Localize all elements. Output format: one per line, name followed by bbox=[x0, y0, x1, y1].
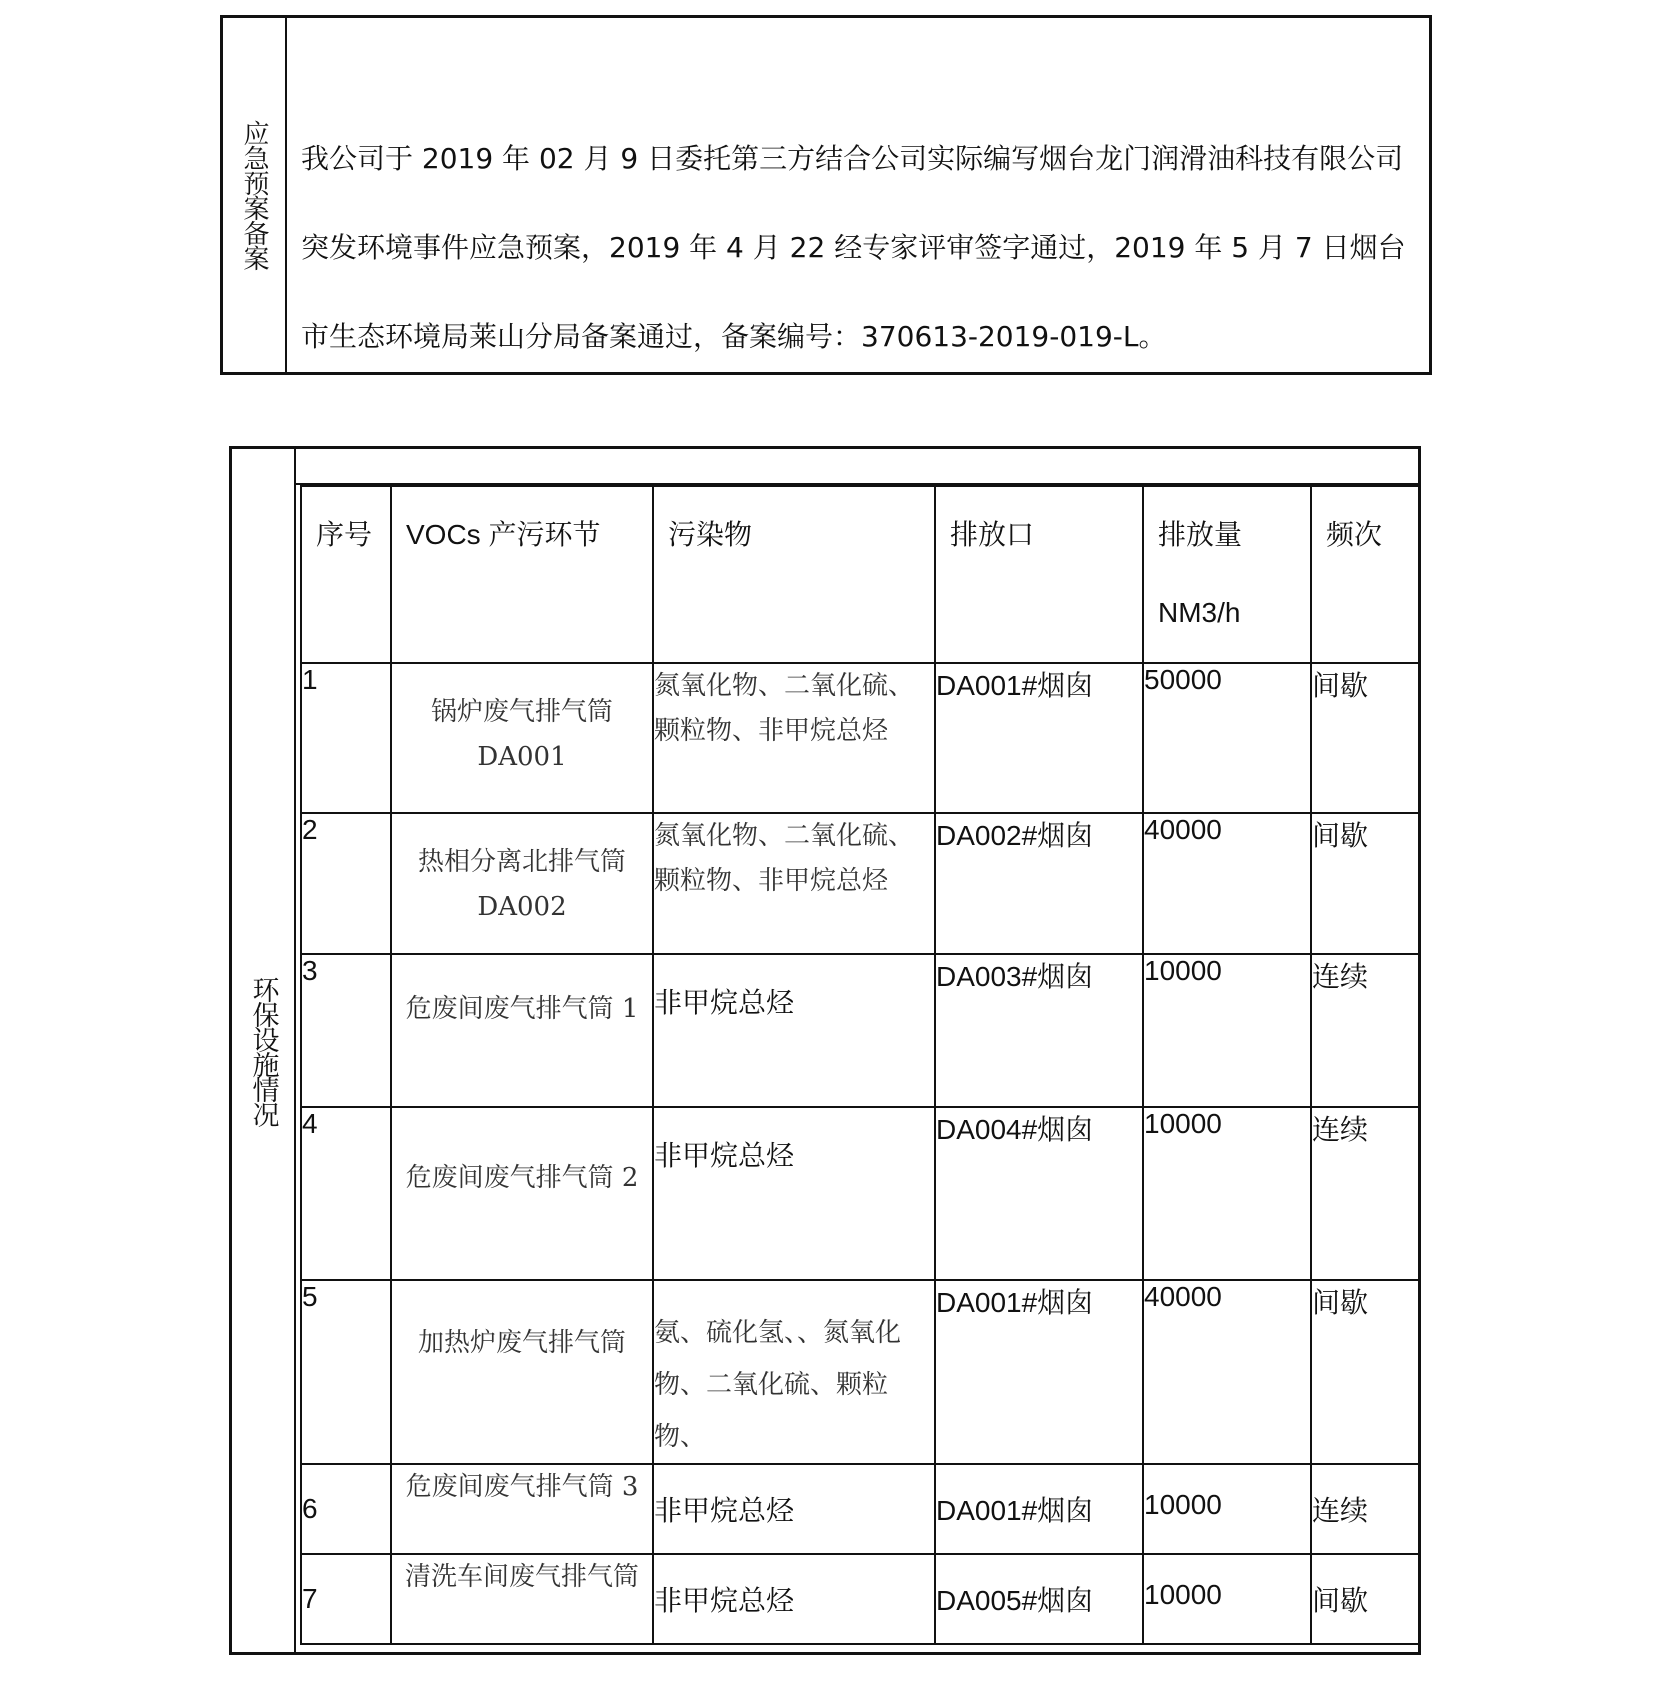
table-row bbox=[301, 813, 1419, 954]
row-pollutant-cell bbox=[653, 813, 935, 954]
table-top-strip bbox=[296, 449, 1418, 485]
row-source: 锅炉废气排气筒 DA001 bbox=[430, 697, 613, 772]
row-source: 危废间废气排气筒 3 bbox=[405, 1472, 639, 1502]
row-frequency: 连续 bbox=[1311, 1107, 1419, 1280]
row-volume: 10000 bbox=[1143, 1464, 1311, 1554]
table-row bbox=[301, 663, 1419, 813]
row-no: 4 bbox=[301, 1107, 391, 1280]
table-row bbox=[301, 1464, 1419, 1554]
emergency-plan-label: 应急预案备案 bbox=[239, 120, 269, 270]
row-outlet: DA001#烟囱 bbox=[935, 1464, 1143, 1554]
row-volume: 10000 bbox=[1143, 1554, 1311, 1644]
row-no: 7 bbox=[301, 1554, 391, 1644]
header-outlet: 排放口 bbox=[935, 486, 1143, 663]
row-source: 危废间废气排气筒 2 bbox=[405, 1163, 639, 1193]
row-source-cell bbox=[391, 1280, 653, 1464]
row-source: 加热炉废气排气筒 bbox=[417, 1328, 626, 1358]
row-outlet: DA005#烟囱 bbox=[935, 1554, 1143, 1644]
row-source-cell bbox=[391, 1464, 653, 1554]
row-source-cell bbox=[391, 1554, 653, 1644]
row-source: 热相分离北排气筒 DA002 bbox=[417, 847, 626, 922]
emergency-plan-text: 我公司于 2019 年 02 月 9 日委托第三方结合公司实际编写烟台龙门润滑油科技有限公司突发环境事件应急预案，2019 年 4 月 22 经专家评审签字通过，2019 年 5 月 7 日烟台市生态环境局莱山分局备案通过，备案编号：370613-2019-019-L。 bbox=[301, 142, 1406, 353]
row-frequency: 间歇 bbox=[1311, 1280, 1419, 1464]
row-no: 1 bbox=[301, 663, 391, 813]
header-source: VOCs 产污环节 bbox=[391, 486, 653, 663]
row-source: 清洗车间废气排气筒 bbox=[404, 1562, 639, 1592]
row-pollutant: 氮氧化物、二氧化硫、颗粒物、非甲烷总烃 bbox=[654, 671, 915, 746]
env-facilities-section bbox=[229, 446, 1421, 1655]
table-header-row bbox=[301, 486, 1419, 663]
table-row bbox=[301, 1280, 1419, 1464]
row-outlet: DA001#烟囱 bbox=[935, 663, 1143, 813]
row-frequency: 间歇 bbox=[1311, 663, 1419, 813]
row-volume: 10000 bbox=[1143, 1107, 1311, 1280]
header-frequency: 频次 bbox=[1311, 486, 1419, 663]
row-no: 5 bbox=[301, 1280, 391, 1464]
row-no: 2 bbox=[301, 813, 391, 954]
emergency-plan-label-cell bbox=[223, 18, 287, 372]
row-pollutant: 氮氧化物、二氧化硫、颗粒物、非甲烷总烃 bbox=[654, 821, 915, 896]
table-row bbox=[301, 1554, 1419, 1644]
row-frequency: 连续 bbox=[1311, 1464, 1419, 1554]
row-no: 6 bbox=[301, 1464, 391, 1554]
row-source-cell bbox=[391, 1107, 653, 1280]
row-no: 3 bbox=[301, 954, 391, 1107]
row-pollutant: 非甲烷总烃 bbox=[654, 1140, 795, 1171]
row-source-cell bbox=[391, 663, 653, 813]
row-frequency: 间歇 bbox=[1311, 1554, 1419, 1644]
row-source-cell bbox=[391, 813, 653, 954]
emergency-plan-section bbox=[220, 15, 1432, 375]
emissions-table bbox=[300, 485, 1420, 1645]
row-pollutant-cell bbox=[653, 1280, 935, 1464]
row-frequency: 间歇 bbox=[1311, 813, 1419, 954]
row-frequency: 连续 bbox=[1311, 954, 1419, 1107]
row-pollutant-cell bbox=[653, 1107, 935, 1280]
row-volume: 40000 bbox=[1143, 1280, 1311, 1464]
table-row bbox=[301, 1107, 1419, 1280]
row-pollutant-cell bbox=[653, 954, 935, 1107]
header-pollutant: 污染物 bbox=[653, 486, 935, 663]
row-outlet: DA001#烟囱 bbox=[935, 1280, 1143, 1464]
row-pollutant: 氨、硫化氢、、氮氧化物、二氧化硫、颗粒物、 bbox=[654, 1318, 902, 1452]
row-pollutant-cell bbox=[653, 1554, 935, 1644]
row-pollutant-cell bbox=[653, 1464, 935, 1554]
env-facilities-body bbox=[296, 449, 1418, 1652]
table-row bbox=[301, 954, 1419, 1107]
row-volume: 50000 bbox=[1143, 663, 1311, 813]
header-volume-cell bbox=[1143, 486, 1311, 663]
row-source-cell bbox=[391, 954, 653, 1107]
row-source: 危废间废气排气筒 1 bbox=[405, 994, 639, 1024]
row-outlet: DA002#烟囱 bbox=[935, 813, 1143, 954]
row-pollutant-cell bbox=[653, 663, 935, 813]
emergency-plan-body bbox=[287, 18, 1429, 372]
row-volume: 40000 bbox=[1143, 813, 1311, 954]
header-volume: 排放量 bbox=[1158, 519, 1243, 550]
header-no: 序号 bbox=[301, 486, 391, 663]
row-outlet: DA003#烟囱 bbox=[935, 954, 1143, 1107]
row-pollutant: 非甲烷总烃 bbox=[654, 1585, 795, 1616]
row-volume: 10000 bbox=[1143, 954, 1311, 1107]
header-volume-unit: NM3/h bbox=[1158, 597, 1241, 628]
env-facilities-label-cell bbox=[232, 449, 296, 1652]
env-facilities-label: 环保设施情况 bbox=[247, 975, 279, 1126]
row-outlet: DA004#烟囱 bbox=[935, 1107, 1143, 1280]
row-pollutant: 非甲烷总烃 bbox=[654, 1495, 795, 1526]
row-pollutant: 非甲烷总烃 bbox=[654, 987, 795, 1018]
